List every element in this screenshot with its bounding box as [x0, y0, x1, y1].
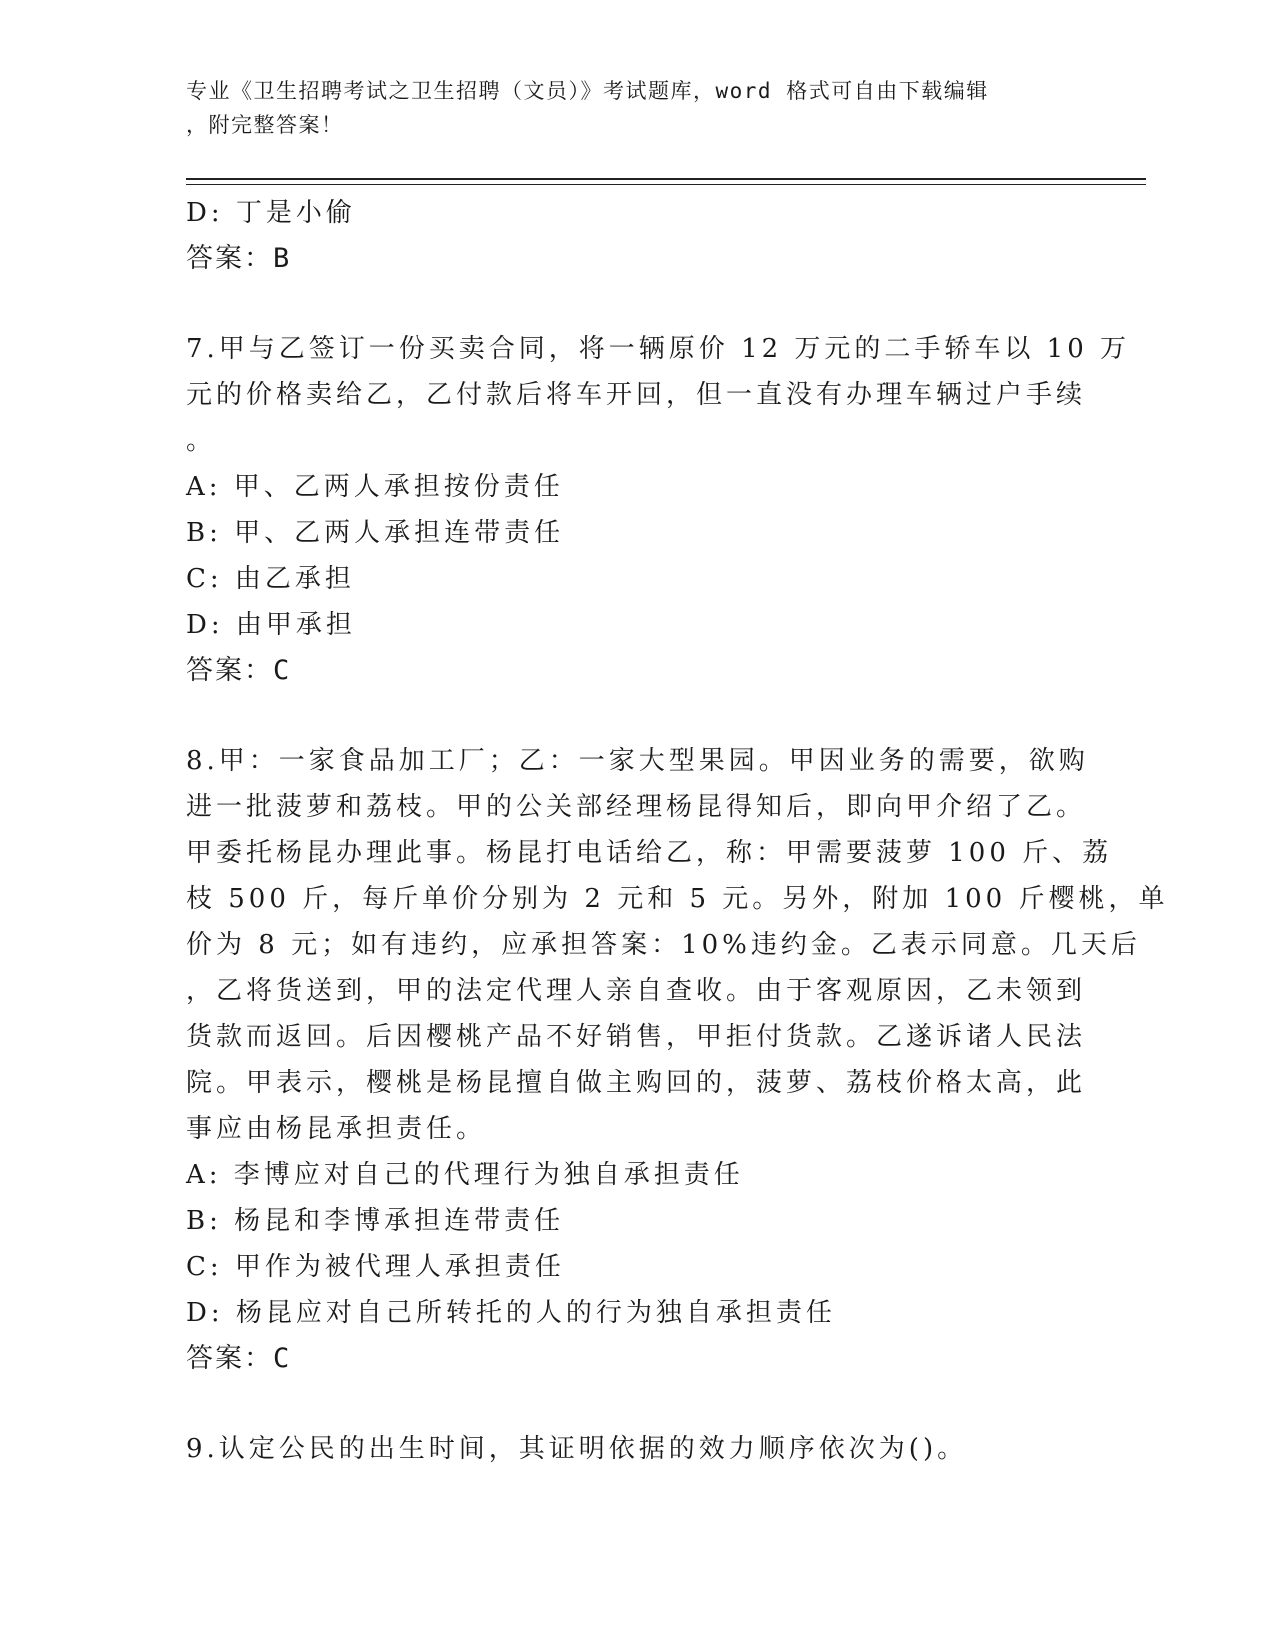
question-text-line: 甲委托杨昆办理此事。杨昆打电话给乙，称：甲需要菠萝 100 斤、荔 — [186, 838, 1113, 868]
option-c: C: 甲作为被代理人承担责任 — [186, 1252, 565, 1282]
answer-line: 答案：C — [186, 1343, 292, 1374]
question-block-7 — [186, 326, 1131, 694]
question-text-line: ，乙将货送到，甲的法定代理人亲自查收。由于客观原因，乙未领到 — [186, 976, 1087, 1006]
question-block-6 — [186, 190, 1086, 282]
question-text-line: 元的价格卖给乙，乙付款后将车开回，但一直没有办理车辆过户手续 — [186, 380, 1087, 410]
question-text-line: 进一批菠萝和荔枝。甲的公关部经理杨昆得知后，即向甲介绍了乙。 — [186, 792, 1087, 822]
header-line-1: 专业《卫生招聘考试之卫生招聘（文员）》考试题库，word 格式可自由下载编辑 — [186, 79, 989, 103]
header-divider-thin — [186, 184, 1146, 185]
option-d: D: 杨昆应对自己所转托的人的行为独自承担责任 — [186, 1298, 836, 1328]
question-block-9 — [186, 1426, 1086, 1472]
question-text-line: 9.认定公民的出生时间，其证明依据的效力顺序依次为()。 — [186, 1434, 968, 1464]
answer-line: 答案：B — [186, 243, 292, 274]
option-c: C: 由乙承担 — [186, 564, 355, 594]
option-b: B: 杨昆和李博承担连带责任 — [186, 1206, 565, 1236]
option-b: B: 甲、乙两人承担连带责任 — [186, 518, 565, 548]
question-text-line: 。 — [186, 426, 217, 456]
option-a: A: 李博应对自己的代理行为独自承担责任 — [186, 1160, 744, 1190]
document-header — [186, 74, 1066, 142]
header-divider-thick — [186, 178, 1146, 180]
header-line-2: ，附完整答案！ — [186, 113, 344, 137]
question-text-line: 8.甲：一家食品加工厂；乙：一家大型果园。甲因业务的需要，欲购 — [186, 746, 1089, 776]
option-a: A: 甲、乙两人承担按份责任 — [186, 472, 564, 502]
question-text-line: 价为 8 元；如有违约，应承担答案：10%违约金。乙表示同意。几天后 — [186, 930, 1141, 960]
question-text-line: 院。甲表示，樱桃是杨昆擅自做主购回的，菠萝、荔枝价格太高，此 — [186, 1068, 1087, 1098]
answer-line: 答案：C — [186, 655, 292, 686]
question-text-line: 枝 500 斤，每斤单价分别为 2 元和 5 元。另外，附加 100 斤樱桃，单 — [186, 884, 1169, 914]
question-block-8 — [186, 738, 1169, 1382]
question-list — [186, 190, 1169, 1472]
option-d: D: 丁是小偷 — [186, 198, 356, 228]
option-d: D: 由甲承担 — [186, 610, 356, 640]
question-text-line: 货款而返回。后因樱桃产品不好销售，甲拒付货款。乙遂诉诸人民法 — [186, 1022, 1087, 1052]
question-text-line: 事应由杨昆承担责任。 — [186, 1114, 487, 1144]
question-text-line: 7.甲与乙签订一份买卖合同，将一辆原价 12 万元的二手轿车以 10 万 — [186, 334, 1131, 364]
